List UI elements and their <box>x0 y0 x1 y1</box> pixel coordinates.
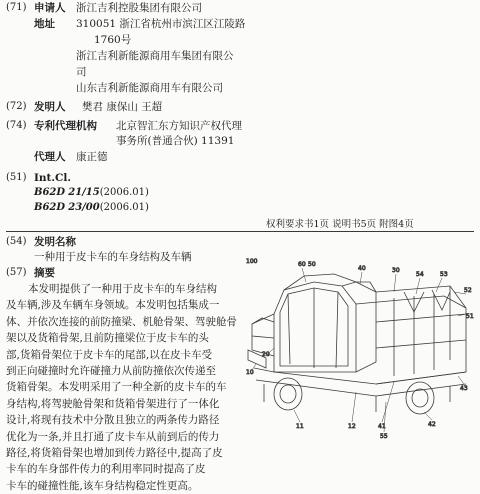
address-label: 地址 <box>34 18 55 30</box>
ref-label: 53 <box>440 271 448 278</box>
ref-label: 50 <box>308 261 316 268</box>
ref-label: 42 <box>428 421 436 428</box>
agency-code: (74) <box>6 120 27 131</box>
co-applicant-3: 山东吉利新能源商用车有限公司 <box>76 82 223 94</box>
ref-label: 100 <box>246 258 258 265</box>
ref-label: 11 <box>296 423 304 430</box>
agent-label: 代理人 <box>34 151 66 163</box>
abstract-code: (57) <box>6 267 27 278</box>
co-applicant-2: 浙江吉利新能源商用车集团有限公 <box>76 50 234 62</box>
agency-line1: 北京智汇东方知识产权代理 <box>116 120 242 132</box>
ref-label: 54 <box>416 271 424 278</box>
ref-label: 40 <box>358 265 366 272</box>
address-line2: 1760号 <box>94 34 132 46</box>
inventors-value: 樊君 康保山 王超 <box>82 101 163 113</box>
abstract-line: 到正向碰撞时允许碰撞力从前防撞依次传递至 <box>6 365 216 378</box>
title-label: 发明名称 <box>34 236 76 248</box>
section-divider <box>6 231 474 232</box>
abstract-label: 摘要 <box>34 267 55 279</box>
agent-value: 康正德 <box>76 151 108 163</box>
abstract-text <box>6 281 242 494</box>
inventors-code: (72) <box>6 101 27 112</box>
inventors-label: 发明人 <box>34 101 66 113</box>
abstract-line: 路径,将货箱骨架也增加到传力路径中,提高了皮 <box>6 447 223 460</box>
int-cl-entry: B62D 23/00(2006.01) <box>34 202 149 213</box>
title-code: (54) <box>6 236 27 247</box>
abstract-line: 设计,将现有技术中分散且独立的两条传力路径 <box>6 414 220 427</box>
ref-label: 60 <box>298 261 306 268</box>
ref-label: 51 <box>466 313 474 320</box>
abstract-line: 及车辆,涉及车辆车身领域。本发明包括集成一 <box>6 299 220 312</box>
applicant-code: (71) <box>6 2 27 13</box>
int-cl-code: (51) <box>6 172 27 183</box>
abstract-line: 卡车的碰撞性能,该车身结构稳定性更高。 <box>6 479 199 492</box>
abstract-line: 部,货箱骨架位于皮卡车的尾部,以在皮卡车受 <box>6 348 213 361</box>
co-applicant-2-cont: 司 <box>76 66 87 78</box>
abstract-line: 本发明提供了一种用于皮卡车的车身结构 <box>28 283 217 295</box>
ref-label: 20 <box>262 351 270 358</box>
ref-label: 52 <box>464 287 472 294</box>
abstract-line: 优化为一条,并且打通了皮卡车从前到后的传力 <box>6 430 220 443</box>
page-counts: 权利要求书1页 说明书5页 附图4页 <box>266 219 414 230</box>
invention-title: 一种用于皮卡车的车身结构及车辆 <box>34 251 192 263</box>
ref-label: 30 <box>392 267 400 274</box>
agency-line2: 事务所(普通合伙) 11391 <box>116 135 235 147</box>
ref-label: 41 <box>378 423 386 430</box>
abstract-line: 卡车的车身部件传力的利用率同时提高了皮 <box>6 463 206 476</box>
vehicle-body-drawing <box>244 252 476 460</box>
abstract-line: 货箱骨架。本发明采用了一种全新的皮卡车的车 <box>6 381 227 394</box>
applicant-value: 浙江吉利控股集团有限公司 <box>76 2 202 14</box>
ref-label: 55 <box>380 433 388 440</box>
ref-label: 43 <box>460 385 468 392</box>
applicant-label: 申请人 <box>34 2 66 14</box>
int-cl-label: Int.Cl. <box>34 172 72 184</box>
ref-label: 10 <box>246 369 254 376</box>
agency-label: 专利代理机构 <box>34 120 97 132</box>
ref-label: 12 <box>348 423 356 430</box>
abstract-line: 体、并依次连接的前防撞梁、机舱骨架、驾驶舱骨 <box>6 315 237 328</box>
address-line1: 310051 浙江省杭州市滨江区江陵路 <box>76 18 246 30</box>
abstract-line: 架以及货箱骨架,且前防撞梁位于皮卡车的头 <box>6 332 209 345</box>
int-cl-entry: B62D 21/15(2006.01) <box>34 187 149 198</box>
abstract-line: 身结构,将驾驶舱骨架和货箱骨架进行了一体化 <box>6 397 220 410</box>
